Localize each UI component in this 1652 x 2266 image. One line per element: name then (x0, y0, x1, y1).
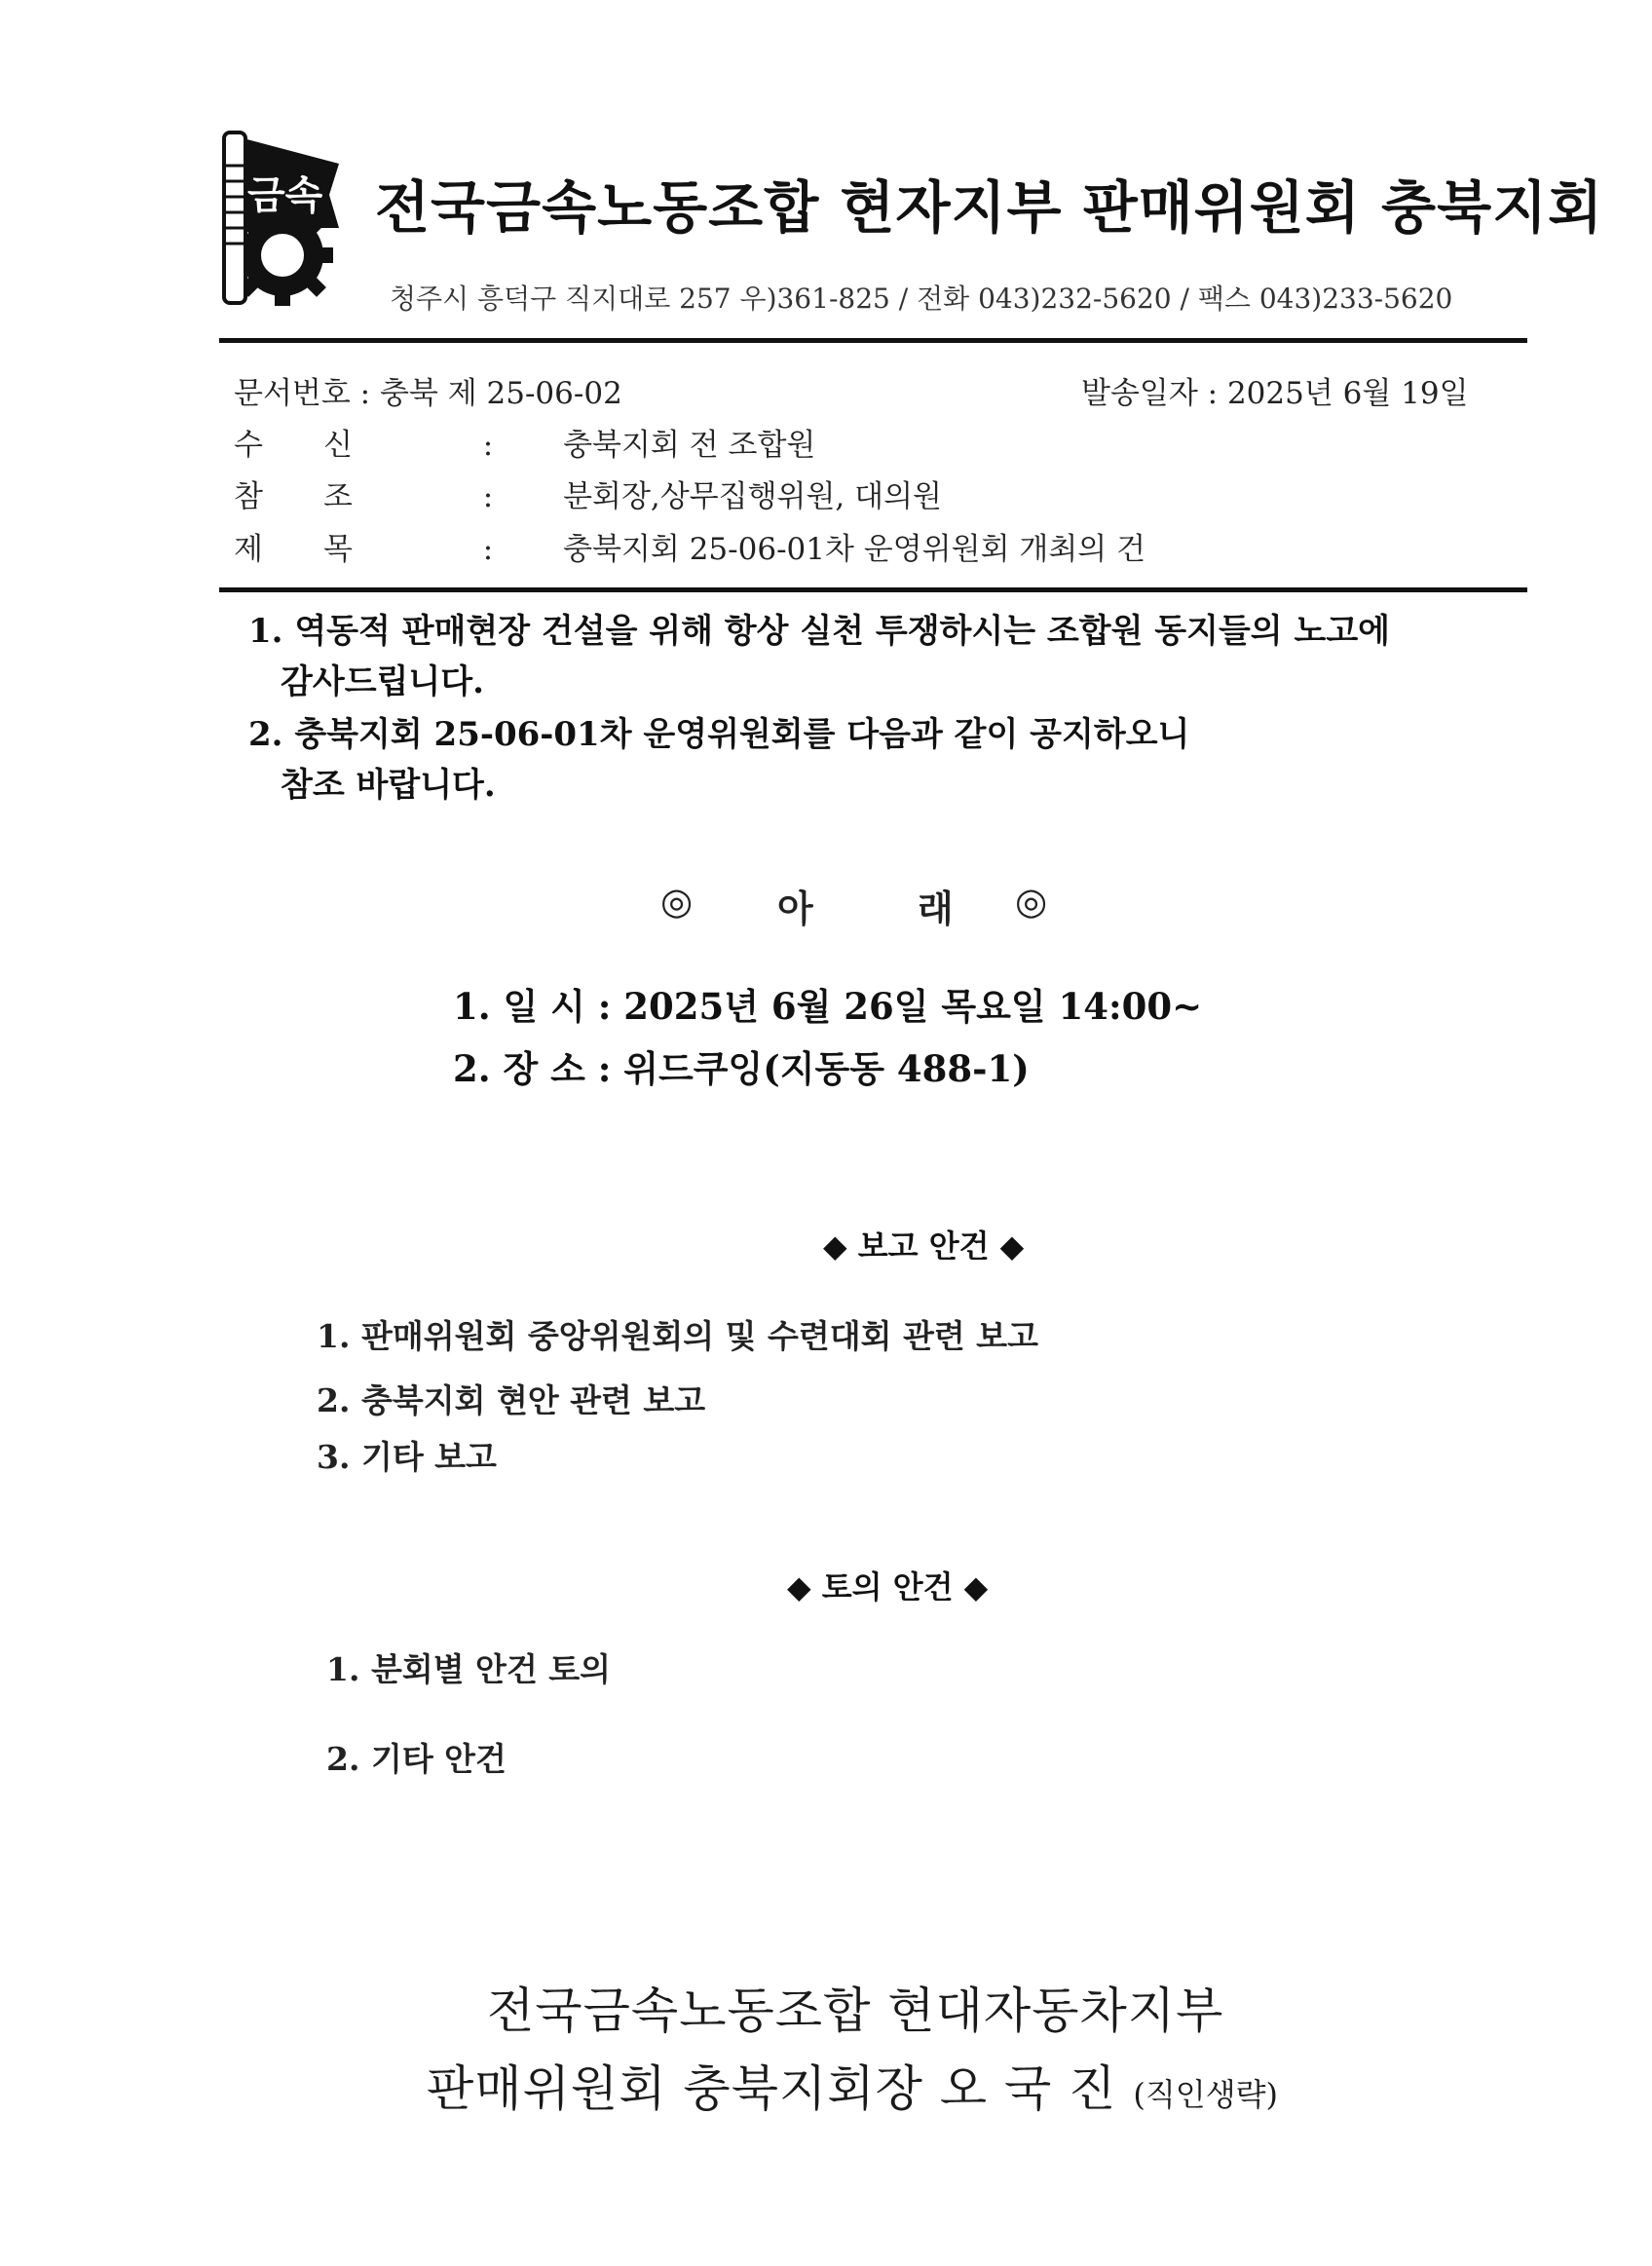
footer-signatory (427, 2050, 1278, 2120)
report-agenda-item: 2. 충북지회 현안 관련 보고 (317, 1381, 706, 1419)
double-circle-left-icon: ◎ (660, 879, 694, 923)
notice-char-1: 아 (777, 887, 813, 930)
report-agenda-item: 1. 판매위원회 중앙위원회의 및 수련대회 관련 보고 (317, 1317, 1038, 1355)
send-date-label: 발송일자 : (1081, 376, 1219, 411)
notice-char-2: 래 (918, 887, 954, 930)
reference-label: 참조 : (234, 479, 554, 514)
address-line: 청주시 흥덕구 직지대로 257 우)361-825 / 전화 043)232-5620 / 팩스 043)233-5620 (390, 283, 1453, 315)
double-circle-right-icon: ◎ (1015, 879, 1048, 923)
recipient-value: 충북지회 전 조합원 (563, 428, 816, 463)
paragraph-1-line-2: 감사드립니다. (281, 662, 484, 701)
notice-heading (0, 879, 1652, 930)
paragraph-2-line-2: 참조 바랍니다. (281, 766, 496, 805)
report-agenda-item: 3. 기타 보고 (317, 1438, 497, 1476)
meta-rule (219, 587, 1527, 592)
doc-number-label: 문서번호 : (234, 376, 371, 411)
subject-label: 제목 : (234, 532, 554, 567)
recipient-row (234, 420, 815, 464)
reference-row (234, 472, 942, 515)
subject-value: 충북지회 25-06-01차 운영위원회 개최의 건 (563, 532, 1146, 567)
schedule-datetime: 1. 일 시 : 2025년 6월 26일 목요일 14:00~ (453, 985, 1203, 1028)
send-date-value: 2025년 6월 19일 (1226, 376, 1469, 411)
subject-row (234, 524, 1145, 568)
discussion-agenda-item: 2. 기타 안건 (326, 1740, 507, 1778)
footer-signatory-name: 판매위원회 충북지회장 오 국 진 (427, 2060, 1117, 2117)
organization-title: 전국금속노동조합 현자지부 판매위원회 충북지회 (375, 174, 1604, 241)
send-date-row (1081, 368, 1469, 412)
discussion-agenda-item: 1. 분회별 안건 토의 (326, 1650, 612, 1688)
paragraph-2-line-1: 2. 충북지회 25-06-01차 운영위원회를 다음과 같이 공지하오니 (248, 715, 1190, 754)
recipient-label: 수신 : (234, 428, 554, 463)
discussion-agenda-title: ◆ 토의 안건 ◆ (787, 1568, 989, 1605)
schedule-place: 2. 장 소 : 위드쿠잉(지동동 488-1) (453, 1047, 1030, 1090)
header-rule (219, 338, 1527, 343)
footer-organization: 전국금속노동조합 현대자동차지부 (487, 1983, 1224, 2039)
union-logo (214, 127, 346, 307)
report-agenda-title: ◆ 보고 안건 ◆ (823, 1227, 1025, 1265)
doc-number-value: 충북 제 25-06-02 (379, 376, 622, 411)
seal-omitted-note: (직인생략) (1133, 2076, 1279, 2113)
doc-number-row (234, 368, 622, 412)
logo-text: 금속 (247, 173, 323, 218)
paragraph-1-line-1: 1. 역동적 판매현장 건설을 위해 항상 실천 투쟁하시는 조합원 동지들의 노고에 (248, 612, 1391, 651)
reference-value: 분회장,상무집행위원, 대의원 (563, 479, 942, 514)
